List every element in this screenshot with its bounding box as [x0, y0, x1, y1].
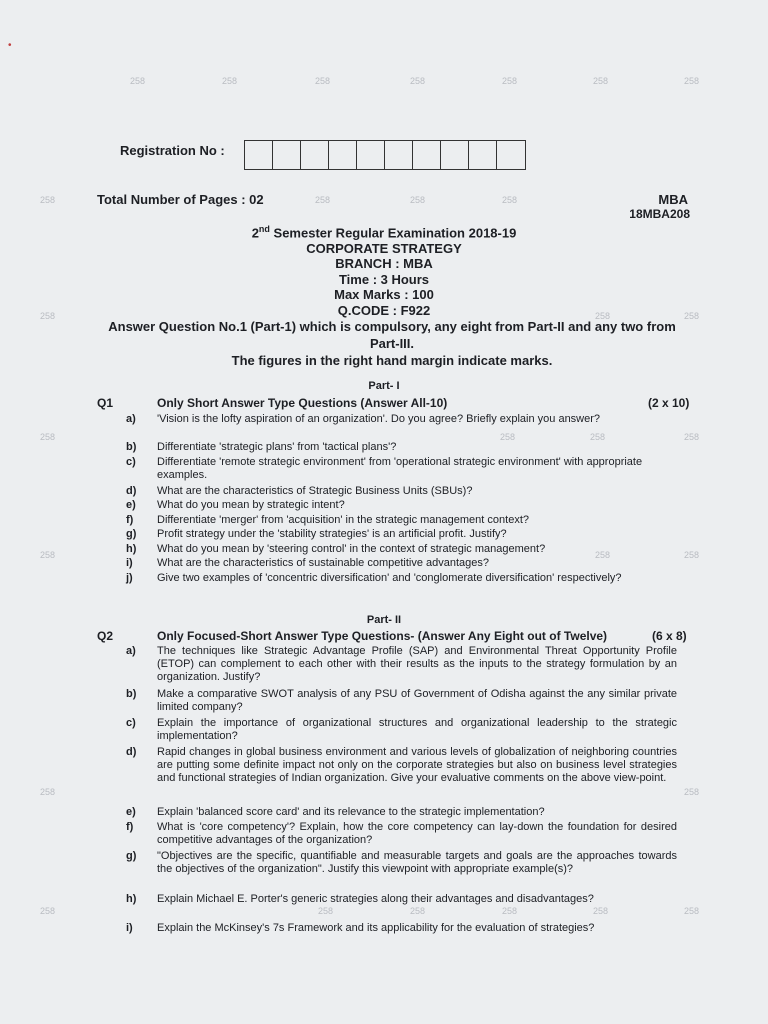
qcode-line: Q.CODE : F922	[337, 302, 431, 318]
question-item-label: d)	[126, 746, 137, 758]
question-item-text: 'Vision is the lofty aspiration of an organization'. Do you agree? Briefly explain you answer?	[157, 413, 601, 425]
q2-marks: (6 x 8)	[652, 629, 687, 643]
question-item-text: What are the characteristics of Strategic Business Units (SBUs)?	[157, 485, 473, 497]
question-item-text: Differentiate 'strategic plans' from 'tactical plans'?	[157, 441, 397, 453]
question-item-text: Give two examples of 'concentric diversification' and 'conglomerate diversification' respectively?	[157, 572, 622, 584]
question-item-label: c)	[126, 456, 136, 468]
question-item-label: g)	[126, 528, 137, 540]
watermark-number: 258	[40, 906, 56, 916]
question-item-text: Explain the importance of organizational structures and organizational leadership to the strategic implementation?	[157, 717, 677, 742]
question-item-label: f)	[126, 821, 134, 833]
question-item-text: "Objectives are the specific, quantifiable and measurable targets and goals are the approaches towards the objectives of the organization". Justify this viewpoint with appropriate example(s)?	[157, 850, 677, 875]
watermark-number: 258	[684, 432, 700, 442]
registration-digit-box[interactable]	[245, 141, 273, 169]
question-item-label: i)	[126, 922, 133, 934]
question-item-text: Differentiate 'merger' from 'acquisition' in the strategic management context?	[157, 514, 529, 526]
watermark-number: 258	[410, 906, 426, 916]
watermark-number: 258	[500, 432, 516, 442]
question-item-label: e)	[126, 806, 136, 818]
exam-header	[0, 222, 768, 318]
question-item-label: g)	[126, 850, 137, 862]
instructions	[92, 318, 692, 369]
question-item-label: e)	[126, 499, 136, 511]
question-item-text: Make a comparative SWOT analysis of any PSU of Government of Odisha against the any similar private limited company?	[157, 688, 677, 713]
question-item-label: b)	[126, 441, 137, 453]
question-item-label: a)	[126, 645, 136, 657]
question-item-text: Explain 'balanced score card' and its relevance to the strategic implementation?	[157, 806, 545, 818]
watermark-number: 258	[684, 311, 700, 321]
watermark-number: 258	[40, 787, 56, 797]
question-item-label: h)	[126, 893, 137, 905]
watermark-number: 258	[410, 195, 426, 205]
question-item-label: d)	[126, 485, 137, 497]
q1-marks: (2 x 10)	[648, 396, 690, 410]
registration-digit-box[interactable]	[329, 141, 357, 169]
watermark-number: 258	[410, 76, 426, 86]
question-item-label: a)	[126, 413, 136, 425]
time-line: Time : 3 Hours	[338, 271, 430, 287]
question-item-text: Explain the McKinsey's 7s Framework and its applicability for the evaluation of strategies?	[157, 922, 595, 934]
registration-digit-box[interactable]	[357, 141, 385, 169]
stray-mark: •	[8, 40, 12, 51]
watermark-number: 258	[222, 76, 238, 86]
watermark-number: 258	[595, 550, 611, 560]
watermark-number: 258	[684, 787, 700, 797]
exam-title: 2nd Semester Regular Examination 2018-19	[251, 224, 517, 241]
watermark-number: 258	[502, 76, 518, 86]
watermark-number: 258	[684, 76, 700, 86]
watermark-number: 258	[502, 906, 518, 916]
q1-heading: Only Short Answer Type Questions (Answer All-10)	[157, 396, 448, 410]
branch-line: BRANCH : MBA	[335, 256, 433, 272]
question-item-label: h)	[126, 543, 137, 555]
watermark-number: 258	[593, 906, 609, 916]
watermark-number: 258	[318, 906, 334, 916]
registration-label: Registration No :	[120, 143, 225, 158]
watermark-number: 258	[40, 195, 56, 205]
question-item-text: What are the characteristics of sustainable competitive advantages?	[157, 557, 490, 569]
course-name: MBA	[658, 192, 688, 207]
total-pages: Total Number of Pages : 02	[97, 192, 264, 207]
registration-number-boxes[interactable]	[244, 140, 526, 170]
registration-digit-box[interactable]	[413, 141, 441, 169]
watermark-number: 258	[684, 550, 700, 560]
registration-digit-box[interactable]	[273, 141, 301, 169]
max-marks-line: Max Marks : 100	[334, 287, 434, 303]
instruction-line-1: Answer Question No.1 (Part-1) which is compulsory, any eight from Part-II and any two from Part-III.	[108, 319, 676, 351]
registration-digit-box[interactable]	[441, 141, 469, 169]
watermark-number: 258	[130, 76, 146, 86]
question-item-text: Explain Michael E. Porter's generic strategies along their advantages and disadvantages?	[157, 893, 594, 905]
part-2-title: Part- II	[366, 614, 402, 626]
watermark-number: 258	[593, 76, 609, 86]
question-item-label: c)	[126, 717, 136, 729]
question-item-text: Differentiate 'remote strategic environment' from 'operational strategic environment' with appropriate examples.	[157, 456, 643, 481]
q2-number: Q2	[97, 629, 114, 643]
subject-title: CORPORATE STRATEGY	[306, 240, 462, 256]
question-item-text: What do you mean by strategic intent?	[157, 499, 345, 511]
watermark-number: 258	[590, 432, 606, 442]
question-item-text: The techniques like Strategic Advantage Profile (SAP) and Environmental Threat Opportunity Profile (ETOP) can complement to each other with their results as the inputs to the strategy formulation by an organization. Justify?	[157, 645, 677, 683]
question-item-label: j)	[126, 572, 133, 584]
part-1-title: Part- I	[368, 380, 400, 392]
watermark-number: 258	[684, 906, 700, 916]
question-item-label: f)	[126, 514, 134, 526]
registration-digit-box[interactable]	[497, 141, 525, 169]
q2-heading: Only Focused-Short Answer Type Questions- (Answer Any Eight out of Twelve)	[157, 629, 608, 643]
watermark-number: 258	[40, 311, 56, 321]
course-code: 18MBA208	[629, 207, 690, 221]
registration-digit-box[interactable]	[385, 141, 413, 169]
question-item-text: What is 'core competency'? Explain, how the core competency can lay-down the foundation for desired competitive advantages of the organization?	[157, 821, 677, 846]
q1-number: Q1	[97, 396, 114, 410]
registration-digit-box[interactable]	[301, 141, 329, 169]
instruction-line-2: The figures in the right hand margin indicate marks.	[231, 353, 553, 368]
watermark-number: 258	[315, 76, 331, 86]
question-item-label: b)	[126, 688, 137, 700]
watermark-number: 258	[315, 195, 331, 205]
question-item-text: Rapid changes in global business environment and various levels of globalization of neighboring countries are putting some definite impact not only on the corporate strategies but also on business level strategies and functional strategies of Indian organization. Give your evaluative comments on the above view-point.	[157, 746, 677, 784]
question-item-label: i)	[126, 557, 133, 569]
question-item-text: What do you mean by 'steering control' in the context of strategic management?	[157, 543, 546, 555]
registration-digit-box[interactable]	[469, 141, 497, 169]
watermark-number: 258	[502, 195, 518, 205]
watermark-number: 258	[595, 311, 611, 321]
question-item-text: Profit strategy under the 'stability strategies' is an artificial profit. Justify?	[157, 528, 507, 540]
watermark-number: 258	[40, 550, 56, 560]
watermark-number: 258	[40, 432, 56, 442]
